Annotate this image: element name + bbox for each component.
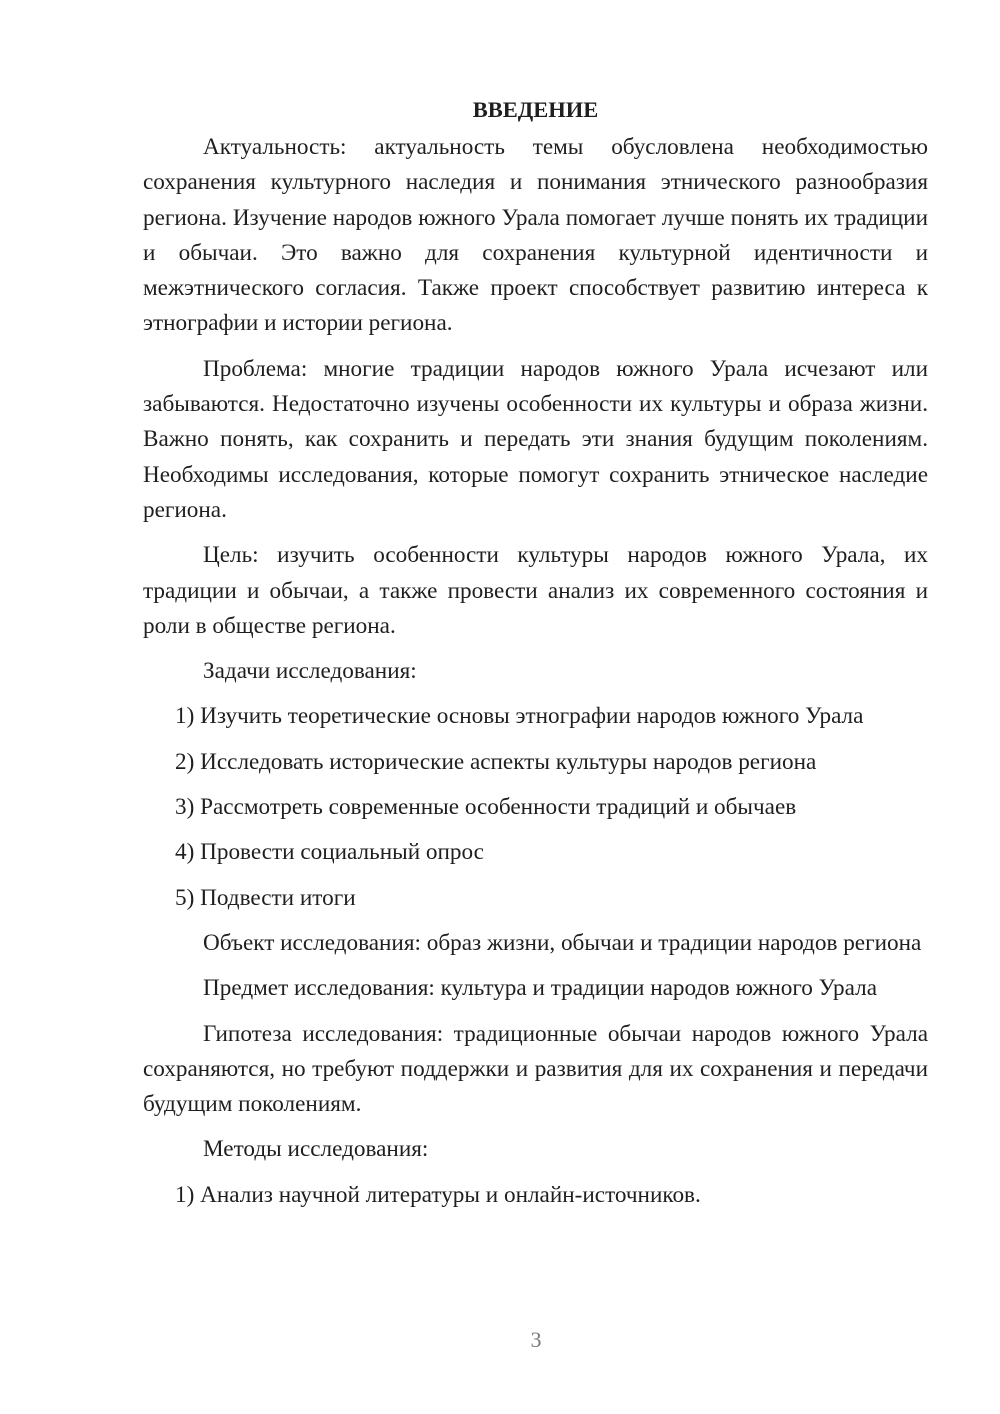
list-item: 1) Изучить теоретические основы этнографии народов южного Урала (175, 703, 864, 730)
relevance-paragraph: Актуальность: актуальность темы обусловлена необходимостью сохранения культурного наследия и понимания этнического разнообразия региона. Изучение народов южного Урала помогает лучше понять их традиции и обычаи. Это важно для сохранения культурной идентичности и межэтнического согласия. Также проект способствует развитию интереса к этнографии и истории региона. (143, 134, 928, 337)
object-paragraph: Объект исследования: образ жизни, обычаи и традиции народов региона (203, 929, 922, 956)
subject-paragraph: Предмет исследования: культура и традиции народов южного Урала (203, 975, 878, 1002)
page-number: 3 (530, 1327, 542, 1352)
hypothesis-paragraph: Гипотеза исследования: традиционные обычаи народов южного Урала сохраняются, но требуют поддержки и развития для их сохранения и передачи будущим поколениям. (143, 1020, 928, 1118)
page-content (143, 92, 928, 1223)
problem-paragraph: Проблема: многие традиции народов южного Урала исчезают или забываются. Недостаточно изучены особенности их культуры и образа жизни. Важно понять, как сохранить и передать эти знания будущим поколениям. Необходимы исследования, которые помогут сохранить этническое наследие региона. (143, 355, 928, 523)
list-item: 5) Подвести итоги (175, 884, 356, 911)
tasks-label: Задачи исследования: (203, 658, 417, 685)
list-item: 1) Анализ научной литературы и онлайн-источников. (175, 1181, 701, 1208)
methods-label: Методы исследования: (203, 1136, 429, 1163)
section-title: ВВЕДЕНИЕ (472, 97, 599, 122)
list-item: 4) Провести социальный опрос (175, 839, 484, 866)
list-item: 2) Исследовать исторические аспекты культуры народов региона (175, 748, 817, 775)
tasks-list (143, 699, 928, 915)
goal-paragraph: Цель: изучить особенности культуры народов южного Урала, их традиции и обычаи, а также провести анализ их современного состояния и роли в обществе региона. (143, 542, 928, 639)
methods-list (143, 1178, 928, 1213)
list-item: 3) Рассмотреть современные особенности традиций и обычаев (175, 794, 797, 821)
